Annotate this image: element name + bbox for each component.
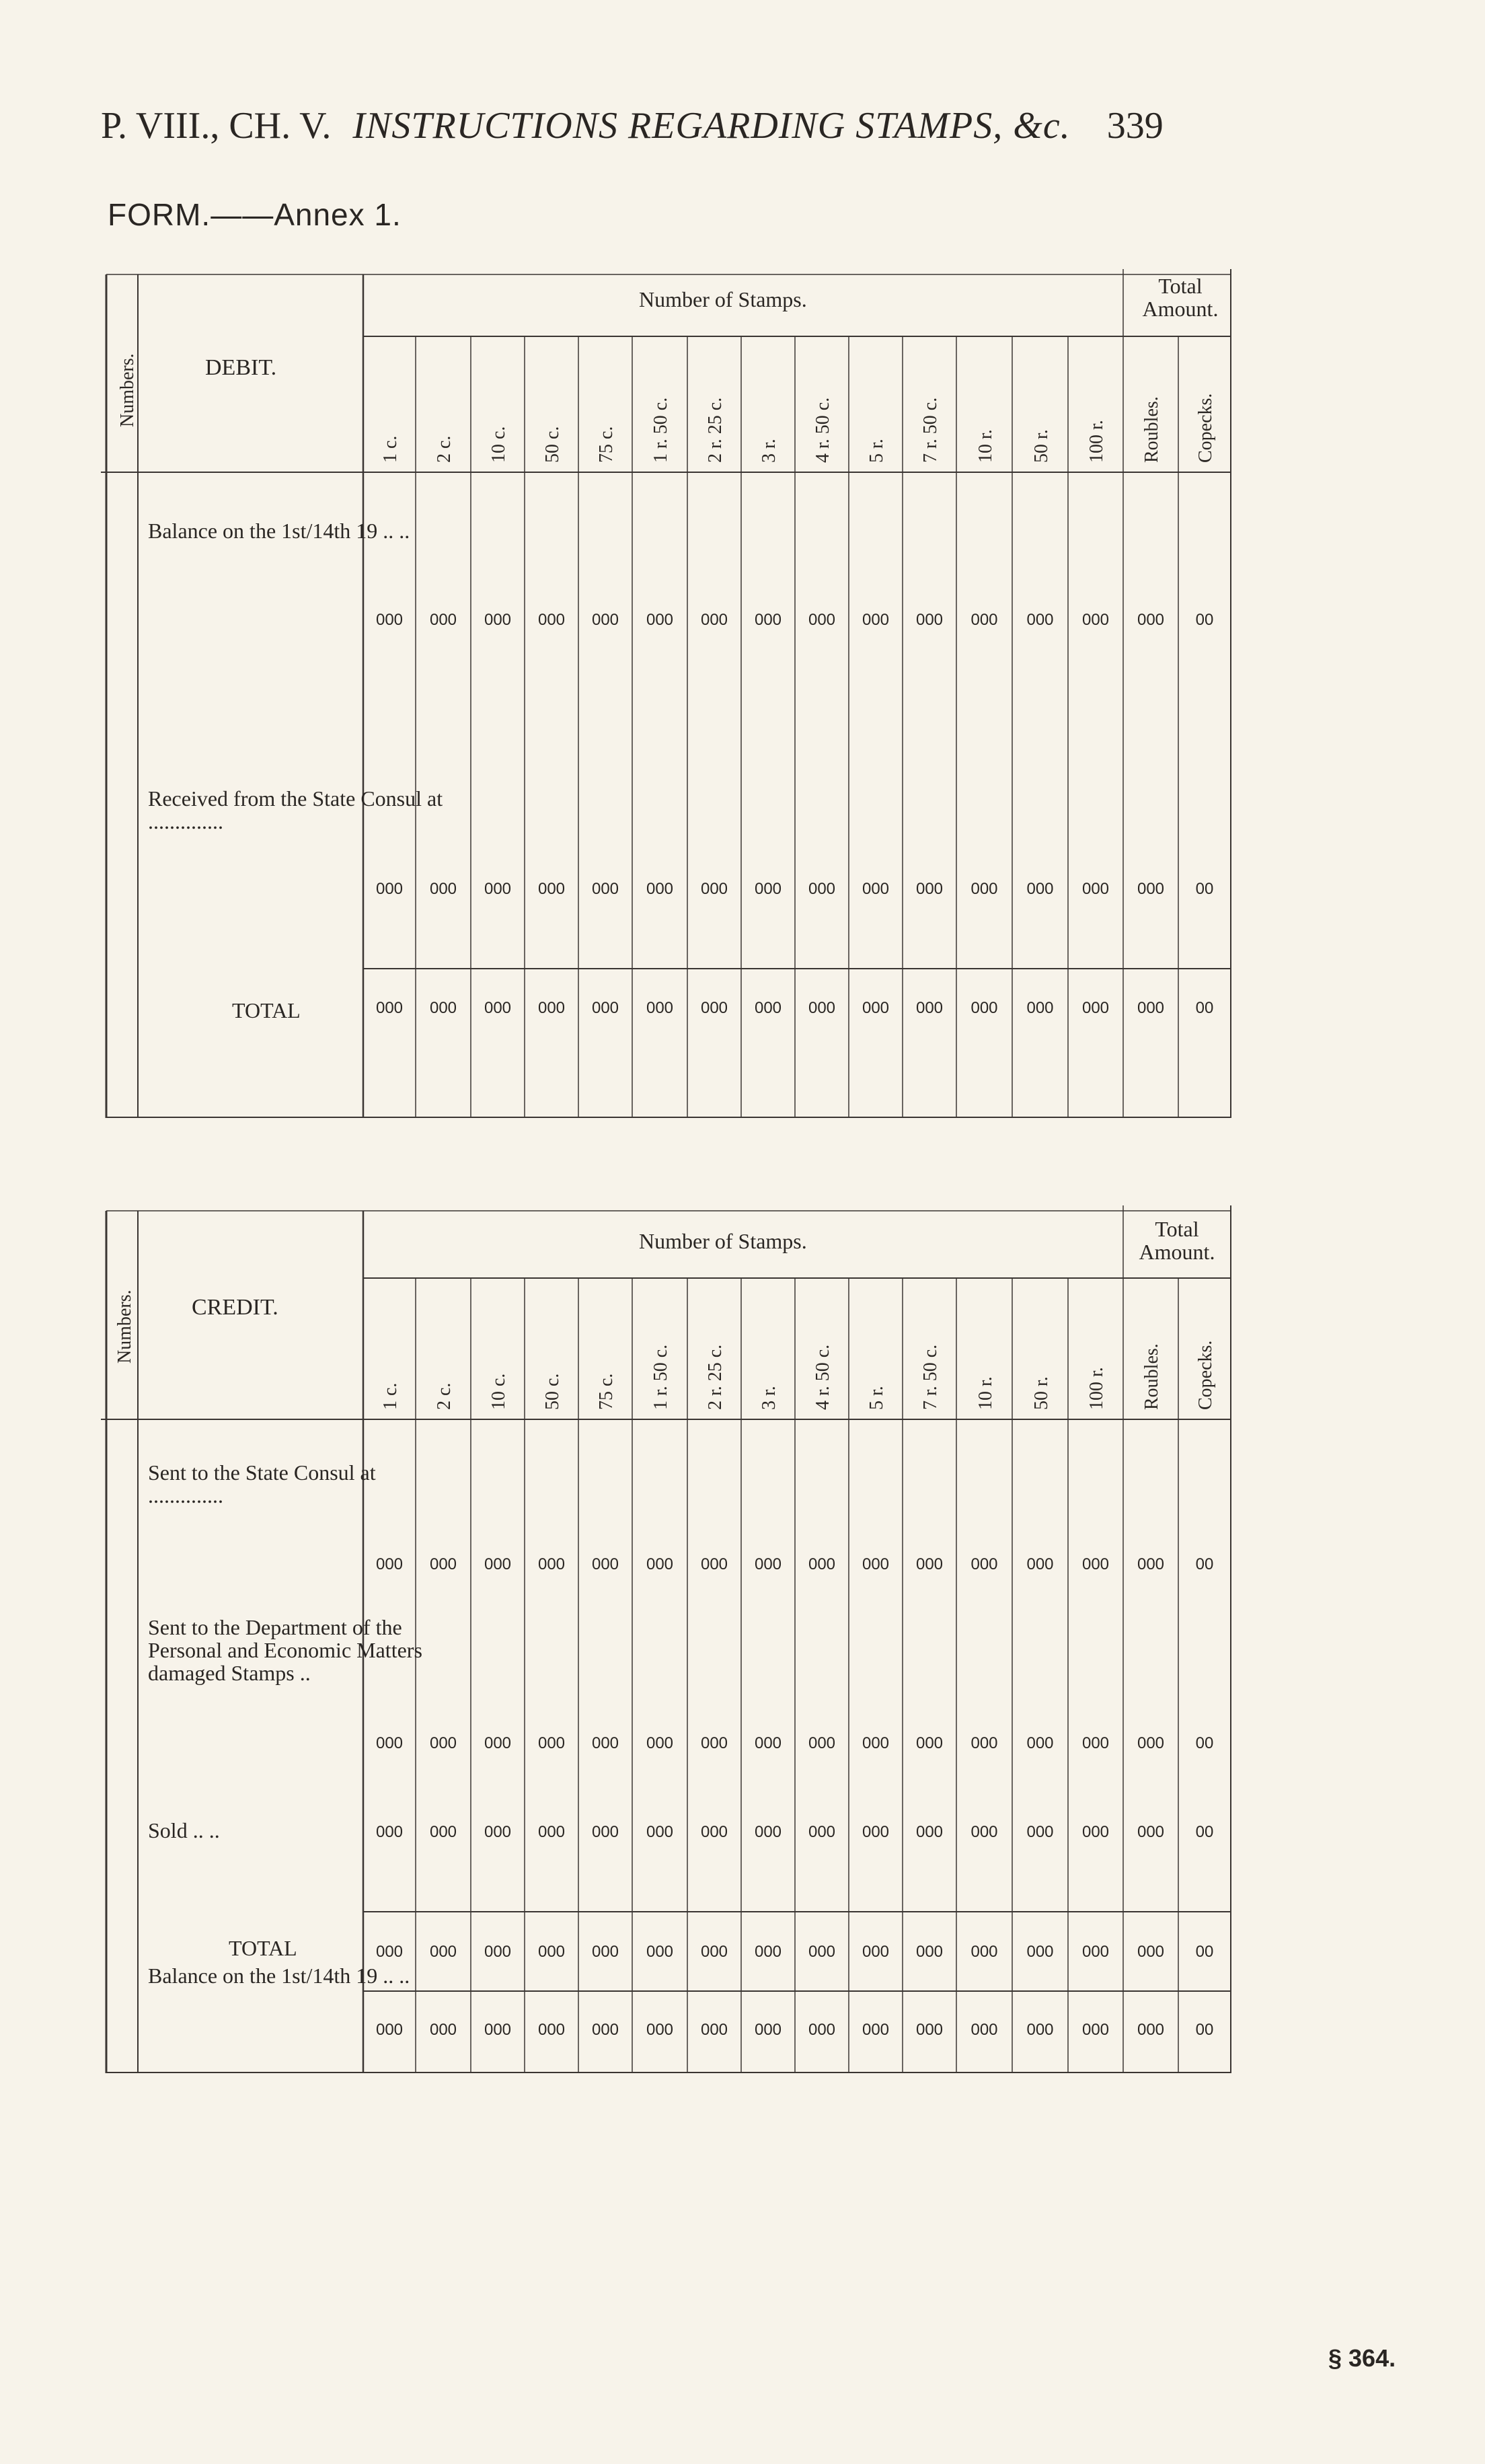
table-cell: 000 — [484, 1943, 512, 1961]
table-cell: 000 — [754, 1943, 782, 1961]
table-cell: 000 — [537, 2021, 566, 2039]
column-header-roubles: Roubles. — [1141, 1343, 1162, 1410]
table-cell: 000 — [808, 611, 836, 629]
table-cell: 000 — [1026, 611, 1054, 629]
table-cell: 000 — [915, 880, 944, 898]
table-cell: 00 — [1195, 880, 1214, 898]
table-cell: 000 — [646, 1823, 674, 1841]
table-cell: 000 — [1026, 1555, 1054, 1573]
table-cell: 000 — [862, 611, 890, 629]
credit-total-label: TOTAL — [229, 1936, 297, 1960]
table-cell: 000 — [754, 1555, 782, 1573]
column-header-stamp: 3 r. — [759, 439, 779, 463]
table-cell: 000 — [1137, 611, 1165, 629]
column-header-stamp: 50 c. — [542, 426, 563, 463]
column-header-stamp: 4 r. 50 c. — [812, 1344, 833, 1410]
column-header-stamp: 75 c. — [596, 1373, 617, 1410]
table-cell: 000 — [591, 1555, 619, 1573]
table-cell: 000 — [915, 1823, 944, 1841]
table-cell: 000 — [375, 2021, 404, 2039]
table-cell: 000 — [754, 1734, 782, 1752]
table-cell: 000 — [646, 1943, 674, 1961]
table-cell: 000 — [537, 880, 566, 898]
table-cell: 000 — [1026, 1734, 1054, 1752]
table-cell: 000 — [429, 2021, 457, 2039]
column-header-stamp: 5 r. — [866, 439, 887, 463]
table-cell: 000 — [429, 880, 457, 898]
table-cell: 000 — [484, 1555, 512, 1573]
table-cell: 000 — [862, 2021, 890, 2039]
table-cell: 000 — [484, 999, 512, 1017]
table-cell: 000 — [375, 1943, 404, 1961]
table-cell: 000 — [970, 1943, 998, 1961]
credit-stamps-header: Number of Stamps. — [639, 1229, 807, 1253]
table-cell: 000 — [754, 1823, 782, 1841]
running-header — [101, 104, 1244, 147]
table-cell: 000 — [1137, 2021, 1165, 2039]
table-cell: 000 — [429, 1734, 457, 1752]
table-cell: 000 — [484, 1823, 512, 1841]
column-header-stamp: 2 c. — [434, 1382, 455, 1410]
column-header-stamp: 100 r. — [1086, 420, 1107, 463]
table-cell: 000 — [591, 2021, 619, 2039]
table-cell: 000 — [429, 611, 457, 629]
column-header-stamp: 10 c. — [488, 1373, 509, 1410]
table-cell: 000 — [646, 880, 674, 898]
column-header-stamp: 2 r. 25 c. — [705, 1344, 726, 1410]
credit-numbers-header: Numbers. — [114, 1290, 135, 1364]
table-cell: 000 — [375, 1555, 404, 1573]
column-header-stamp: 7 r. 50 c. — [920, 397, 941, 463]
table-cell: 000 — [1026, 999, 1054, 1017]
table-cell: 000 — [754, 999, 782, 1017]
debit-table-rules — [101, 269, 1238, 1118]
table-cell: 000 — [700, 1555, 728, 1573]
table-cell: 000 — [808, 1943, 836, 1961]
table-cell: 000 — [537, 1943, 566, 1961]
table-cell: 000 — [591, 880, 619, 898]
table-cell: 00 — [1195, 999, 1214, 1017]
table-cell: 000 — [1081, 1555, 1110, 1573]
table-cell: 000 — [1137, 880, 1165, 898]
column-header-roubles: Roubles. — [1141, 396, 1162, 463]
debit-row-label: Balance on the 1st/14th 19 .. .. — [148, 519, 410, 543]
table-cell: 000 — [375, 880, 404, 898]
table-cell: 00 — [1195, 1943, 1214, 1961]
table-cell: 000 — [754, 880, 782, 898]
table-cell: 000 — [970, 999, 998, 1017]
column-header-stamp: 4 r. 50 c. — [812, 397, 833, 463]
table-cell: 00 — [1195, 1555, 1214, 1573]
table-cell: 000 — [1137, 1943, 1165, 1961]
table-cell: 00 — [1195, 2021, 1214, 2039]
debit-total-header: Total Amount. — [1142, 274, 1219, 321]
table-cell: 000 — [808, 1555, 836, 1573]
table-cell: 000 — [915, 1555, 944, 1573]
debit-numbers-header: Numbers. — [117, 353, 138, 427]
table-cell: 000 — [646, 1734, 674, 1752]
table-cell: 000 — [484, 611, 512, 629]
table-cell: 000 — [1081, 611, 1110, 629]
table-cell: 000 — [862, 880, 890, 898]
table-cell: 000 — [429, 999, 457, 1017]
table-cell: 000 — [808, 880, 836, 898]
column-header-stamp: 50 r. — [1030, 429, 1052, 463]
table-cell: 000 — [1137, 1734, 1165, 1752]
page-title: INSTRUCTIONS REGARDING STAMPS, &c. — [352, 105, 1071, 147]
table-cell: 000 — [915, 999, 944, 1017]
credit-row-label: Balance on the 1st/14th 19 .. .. — [148, 1964, 410, 1988]
table-cell: 000 — [375, 611, 404, 629]
column-header-stamp: 75 c. — [596, 426, 617, 463]
column-header-copecks: Copecks. — [1195, 393, 1216, 463]
credit-row-label: Sent to the Department of the Personal and Economic Matters damaged Stamps .. — [148, 1615, 422, 1685]
column-header-stamp: 100 r. — [1086, 1367, 1107, 1410]
table-cell: 000 — [591, 999, 619, 1017]
credit-total-header: Total Amount. — [1139, 1217, 1215, 1264]
section-footer: § 364. — [1328, 2344, 1396, 2372]
debit-title: DEBIT. — [205, 355, 277, 380]
column-header-stamp: 10 r. — [975, 1376, 996, 1410]
table-cell: 000 — [646, 611, 674, 629]
table-cell: 000 — [700, 611, 728, 629]
credit-table — [101, 1205, 1238, 2073]
table-cell: 000 — [1026, 880, 1054, 898]
credit-title: CREDIT. — [192, 1295, 278, 1320]
table-cell: 000 — [808, 1823, 836, 1841]
column-header-stamp: 7 r. 50 c. — [920, 1344, 941, 1410]
table-cell: 000 — [429, 1823, 457, 1841]
credit-row-label: Sent to the State Consul at .............. — [148, 1460, 376, 1507]
column-header-stamp: 1 c. — [380, 1382, 401, 1410]
table-cell: 000 — [375, 1734, 404, 1752]
table-cell: 00 — [1195, 611, 1214, 629]
debit-row-label: Received from the State Consul at .............. — [148, 786, 443, 833]
table-cell: 000 — [484, 880, 512, 898]
table-cell: 000 — [862, 1823, 890, 1841]
credit-row-label: Sold .. .. — [148, 1818, 220, 1842]
table-cell: 000 — [375, 1823, 404, 1841]
table-cell: 000 — [1081, 1823, 1110, 1841]
column-header-stamp: 3 r. — [759, 1386, 779, 1410]
table-cell: 000 — [1137, 999, 1165, 1017]
column-header-stamp: 10 r. — [975, 429, 996, 463]
table-cell: 000 — [1026, 1823, 1054, 1841]
column-header-copecks: Copecks. — [1195, 1340, 1216, 1410]
table-cell: 000 — [700, 880, 728, 898]
column-header-stamp: 50 r. — [1030, 1376, 1052, 1410]
table-cell: 000 — [970, 1734, 998, 1752]
table-cell: 000 — [1026, 1943, 1054, 1961]
table-cell: 000 — [537, 611, 566, 629]
column-header-stamp: 1 r. 50 c. — [650, 1344, 671, 1410]
table-cell: 000 — [484, 1734, 512, 1752]
column-header-stamp: 50 c. — [542, 1373, 563, 1410]
form-title: FORM.——Annex 1. — [108, 197, 402, 232]
table-cell: 000 — [862, 1555, 890, 1573]
table-cell: 000 — [862, 999, 890, 1017]
table-cell: 00 — [1195, 1823, 1214, 1841]
table-cell: 000 — [970, 1823, 998, 1841]
table-cell: 000 — [429, 1555, 457, 1573]
table-cell: 000 — [915, 611, 944, 629]
table-cell: 000 — [700, 1734, 728, 1752]
page-number: 339 — [1106, 105, 1164, 147]
table-cell: 000 — [1081, 999, 1110, 1017]
table-cell: 000 — [1081, 880, 1110, 898]
table-cell: 000 — [537, 1555, 566, 1573]
table-cell: 000 — [970, 880, 998, 898]
table-cell: 000 — [862, 1943, 890, 1961]
table-cell: 000 — [1137, 1823, 1165, 1841]
table-cell: 000 — [429, 1943, 457, 1961]
table-cell: 000 — [537, 1734, 566, 1752]
table-cell: 000 — [591, 1823, 619, 1841]
table-cell: 000 — [754, 2021, 782, 2039]
table-cell: 000 — [915, 1734, 944, 1752]
table-cell: 000 — [970, 611, 998, 629]
column-header-stamp: 1 c. — [380, 435, 401, 463]
table-cell: 000 — [1081, 1943, 1110, 1961]
table-cell: 000 — [1137, 1555, 1165, 1573]
table-cell: 000 — [646, 999, 674, 1017]
table-cell: 000 — [646, 1555, 674, 1573]
table-cell: 000 — [700, 2021, 728, 2039]
table-cell: 000 — [808, 2021, 836, 2039]
table-cell: 000 — [591, 1734, 619, 1752]
table-cell: 000 — [915, 1943, 944, 1961]
column-header-stamp: 2 c. — [434, 435, 455, 463]
table-cell: 000 — [484, 2021, 512, 2039]
table-cell: 000 — [591, 611, 619, 629]
table-cell: 000 — [700, 1823, 728, 1841]
table-cell: 000 — [591, 1943, 619, 1961]
table-cell: 000 — [700, 1943, 728, 1961]
column-header-stamp: 10 c. — [488, 426, 509, 463]
table-cell: 000 — [970, 2021, 998, 2039]
column-header-stamp: 1 r. 50 c. — [650, 397, 671, 463]
table-cell: 000 — [700, 999, 728, 1017]
table-cell: 000 — [375, 999, 404, 1017]
column-header-stamp: 5 r. — [866, 1386, 887, 1410]
table-cell: 000 — [754, 611, 782, 629]
table-cell: 000 — [537, 999, 566, 1017]
table-cell: 000 — [1026, 2021, 1054, 2039]
debit-stamps-header: Number of Stamps. — [639, 287, 807, 311]
debit-table — [101, 269, 1238, 1118]
table-cell: 000 — [537, 1823, 566, 1841]
table-cell: 00 — [1195, 1734, 1214, 1752]
table-cell: 000 — [808, 999, 836, 1017]
table-cell: 000 — [808, 1734, 836, 1752]
table-cell: 000 — [862, 1734, 890, 1752]
table-cell: 000 — [1081, 2021, 1110, 2039]
running-head-chapter: P. VIII., CH. V. — [101, 105, 332, 147]
debit-total-label: TOTAL — [232, 998, 301, 1022]
table-cell: 000 — [915, 2021, 944, 2039]
table-cell: 000 — [1081, 1734, 1110, 1752]
column-header-stamp: 2 r. 25 c. — [705, 397, 726, 463]
table-cell: 000 — [646, 2021, 674, 2039]
table-cell: 000 — [970, 1555, 998, 1573]
